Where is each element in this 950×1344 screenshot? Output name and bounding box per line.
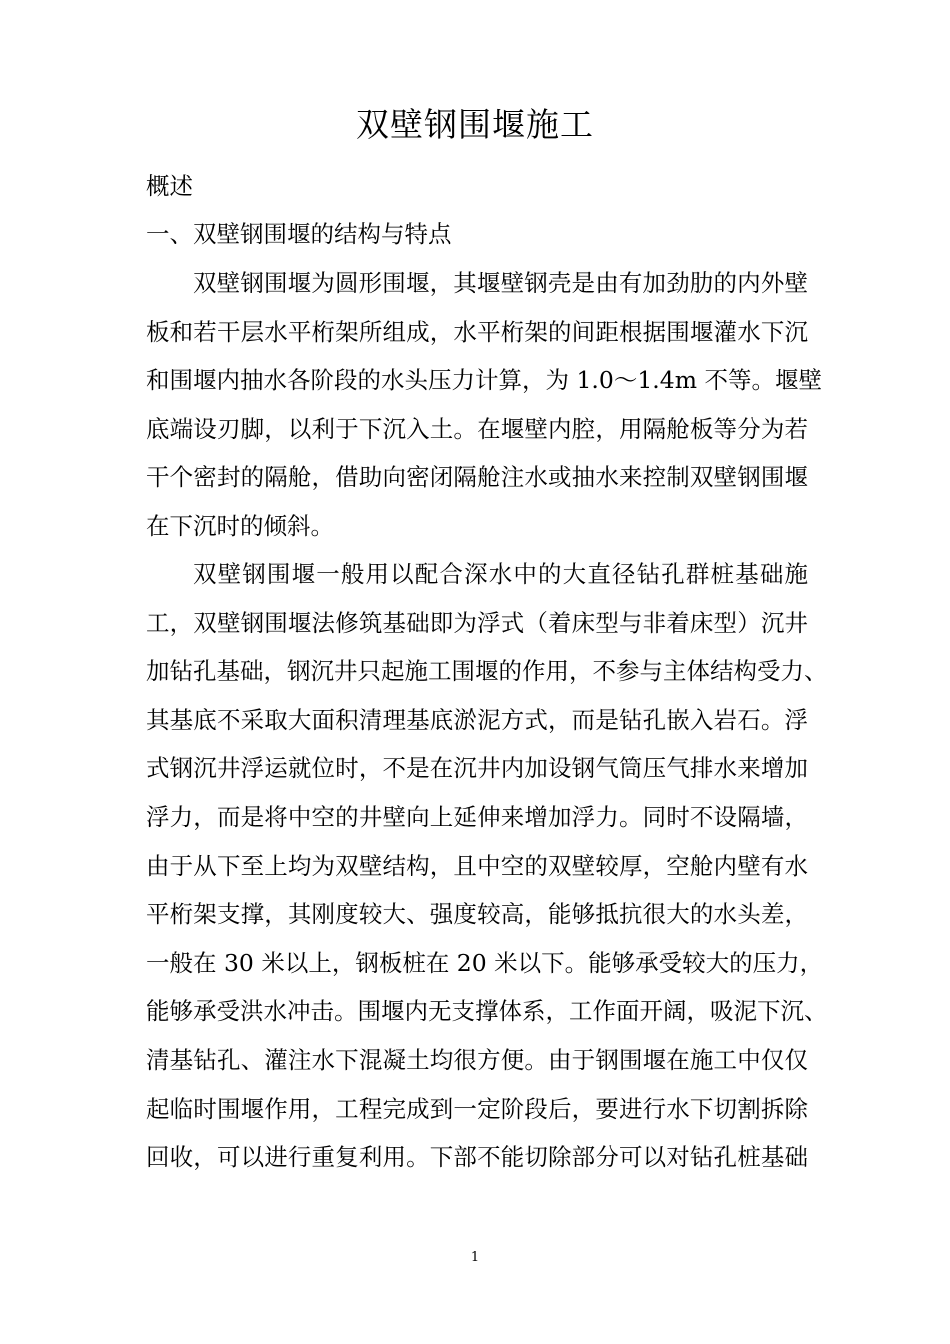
paragraph-line: 清基钻孔、灌注水下混凝土均很方便。由于钢围堰在施工中仅仅 [146,1045,808,1074]
paragraph-line: 能够承受洪水冲击。围堰内无支撑体系，工作面开阔，吸泥下沉、 [146,997,828,1026]
paragraph-application [146,550,828,1182]
paragraph-line: 在下沉时的倾斜。 [146,511,334,540]
section-heading: 一、双壁钢围堰的结构与特点 [146,220,452,248]
paragraph-line: 浮力，而是将中空的井壁向上延伸来增加浮力。同时不设隔墙， [146,802,808,831]
paragraph-line: 回收，可以进行重复利用。下部不能切除部分可以对钻孔桩基础 [146,1143,808,1172]
paragraph-line: 起临时围堰作用，工程完成到一定阶段后，要进行水下切割拆除 [146,1094,808,1123]
paragraph-line: 双壁钢围堰为圆形围堰，其堰壁钢壳是由有加劲肋的内外壁 [193,269,808,297]
overview-heading: 概述 [146,172,193,200]
paragraph-line: 式钢沉井浮运就位时，不是在沉井内加设钢气筒压气排水来增加 [146,754,808,783]
paragraph-line: 一般在 30 米以上，钢板桩在 20 米以下。能够承受较大的压力， [146,948,824,977]
paragraph-line: 底端设刃脚，以利于下沉入土。在堰壁内腔，用隔舱板等分为若 [146,414,808,443]
paragraph-line: 其基底不采取大面积清理基底淤泥方式，而是钻孔嵌入岩石。浮 [146,705,808,734]
paragraph-line: 工，双壁钢围堰法修筑基础即为浮式（着床型与非着床型）沉井 [146,608,808,637]
paragraph-line: 干个密封的隔舱，借助向密闭隔舱注水或抽水来控制双壁钢围堰 [146,463,808,492]
paragraph-line: 板和若干层水平桁架所组成，水平桁架的间距根据围堰灌水下沉 [146,317,808,346]
document-title: 双壁钢围堰施工 [356,105,594,144]
paragraph-line: 加钻孔基础，钢沉井只起施工围堰的作用，不参与主体结构受力、 [146,657,828,686]
page-number: 1 [470,1250,480,1265]
paragraph-line: 双壁钢围堰一般用以配合深水中的大直径钻孔群桩基础施 [193,560,808,588]
paragraph-line: 平桁架支撑，其刚度较大、强度较高，能够抵抗很大的水头差， [146,900,808,929]
paragraph-structure [146,259,822,551]
paragraph-line: 由于从下至上均为双壁结构，且中空的双壁较厚，空舱内壁有水 [146,851,808,880]
paragraph-line: 和围堰内抽水各阶段的水头压力计算，为 1.0～1.4m 不等。堰壁 [146,366,822,395]
